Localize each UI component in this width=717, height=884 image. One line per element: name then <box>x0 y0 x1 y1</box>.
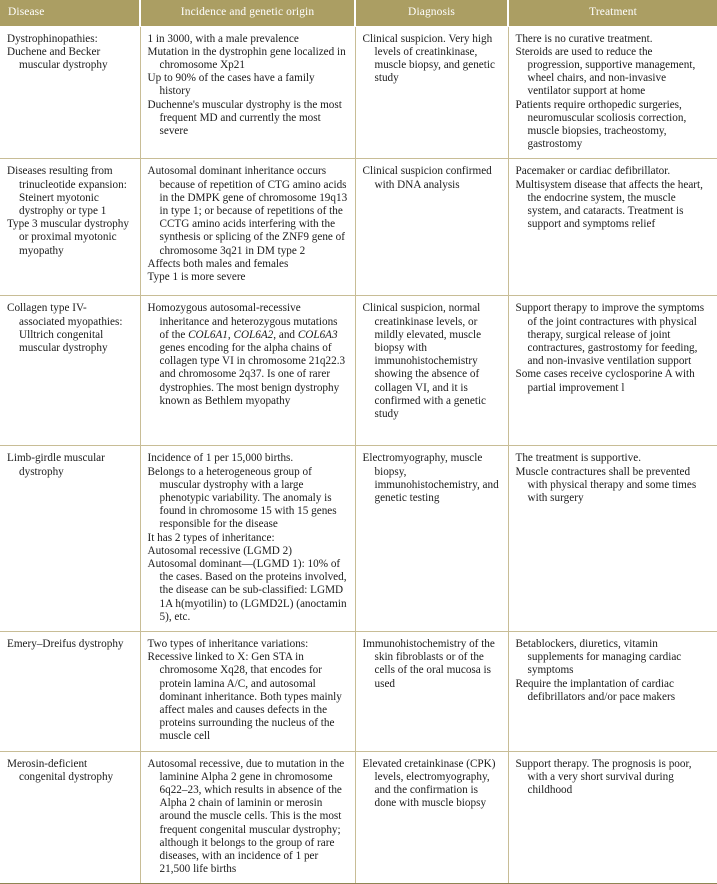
table-row <box>0 26 717 159</box>
cell-paragraph: Muscle contractures shall be prevented with physical therapy and some times with surgery <box>515 465 697 504</box>
cell-paragraph: Two types of inheritance variations: <box>147 637 309 650</box>
table-body <box>0 26 717 884</box>
cell-treatment <box>508 159 717 296</box>
cell-paragraph: Type 1 is more severe <box>147 270 246 283</box>
cell-treatment <box>508 296 717 446</box>
cell-paragraph: There is no curative treatment. <box>515 32 653 45</box>
cell-incidence <box>140 159 355 296</box>
cell-paragraph: Type 3 muscular dystrophy or proximal myotonic myopathy <box>7 218 129 257</box>
cell-paragraph: 1 in 3000, with a male prevalence <box>147 32 299 45</box>
cell-paragraph: Belongs to a heterogeneous group of muscular dystrophy with a large phenotypic variability. The anomaly is found in chromosome 15 with 15 genes responsible for the disease <box>147 465 337 531</box>
cell-diagnosis <box>355 159 508 296</box>
cell-diagnosis <box>355 631 508 751</box>
cell-paragraph: Dystrophinopathies: <box>7 32 98 45</box>
cell-paragraph: Limb-girdle muscular dystrophy <box>7 452 105 478</box>
cell-diagnosis <box>355 26 508 159</box>
cell-paragraph: Betablockers, diuretics, vitamin supplements for managing cardiac symptoms <box>515 637 682 677</box>
cell-paragraph: Up to 90% of the cases have a family history <box>147 72 315 98</box>
table-row <box>0 631 717 751</box>
cell-paragraph: Merosin-deficient congenital dystrophy <box>7 757 114 783</box>
cell-disease <box>0 26 140 159</box>
cell-disease <box>0 446 140 632</box>
cell-paragraph: Clinical suspicion, normal creatinkinase levels, or mildly elevated, muscle biopsy with immunohistochemistry showing the absence of collagen VI, and it is confirmed with a genetic study <box>362 302 487 420</box>
cell-disease <box>0 631 140 751</box>
header-row <box>0 0 717 26</box>
cell-paragraph: Autosomal dominant—(LGMD 1): 10% of the cases. Based on the proteins involved, the disease can be sub-classified: LGMD 1A h(myotilin) to (LGMD2L) (anoctamin 5), etc. <box>147 557 347 623</box>
cell-paragraph: Electromyography, muscle biopsy, immunohistochemistry, and genetic testing <box>362 452 499 504</box>
cell-paragraph: Emery–Dreifus dystrophy <box>7 637 124 650</box>
cell-paragraph: Require the implantation of cardiac defibrillators and/or pace makers <box>515 677 676 703</box>
cell-paragraph: Pacemaker or cardiac defibrillator. <box>515 165 671 178</box>
cell-paragraph: Steroids are used to reduce the progression, supportive management, wheel chairs, and non-invasive ventilator support at home <box>515 45 696 98</box>
cell-disease <box>0 296 140 446</box>
column-header-diagnosis: Diagnosis <box>355 0 508 26</box>
cell-paragraph: Homozygous autosomal-recessive inheritance and heterozygous mutations of the COL6A1, COL6A2, and COL6A3 genes encoding for the alpha chains of collagen type VI in chromosome 21q22.3 and chromosome 2q37. Is one of rarer dystrophies. The most benign dystrophy known as Bethlem myopathy <box>147 302 346 407</box>
cell-paragraph: Support therapy to improve the symptoms of the joint contractures with physical therapy, surgical release of joint contractures, gastrostomy for feeding, and non-invasive ventilation support <box>515 302 705 368</box>
cell-paragraph: Diseases resulting from trinucleotide expansion: Steinert myotonic dystrophy or type 1 <box>7 165 127 217</box>
cell-diagnosis <box>355 751 508 884</box>
cell-disease <box>0 751 140 884</box>
column-header-treatment: Treatment <box>508 0 717 26</box>
cell-paragraph: Autosomal recessive, due to mutation in the laminine Alpha 2 gene in chromosome 6q22–23, which results in absence of the Alpha 2 chain of laminin or merosin around the muscle cells. This is the most frequent congenital muscular dystrophy; although it belongs to the group of rare diseases, with an incidence of 1 per 21,500 life births <box>147 757 345 876</box>
cell-diagnosis <box>355 296 508 446</box>
cell-treatment <box>508 751 717 884</box>
cell-paragraph: Patients require orthopedic surgeries, neuromuscular scoliosis correction, muscle biopsies, tracheostomy, gastrostomy <box>515 98 687 151</box>
cell-paragraph: Incidence of 1 per 15,000 births. <box>147 452 294 465</box>
cell-paragraph: Affects both males and females <box>147 257 289 270</box>
column-header-disease: Disease <box>0 0 140 26</box>
cell-treatment <box>508 446 717 632</box>
cell-incidence <box>140 296 355 446</box>
cell-paragraph: It has 2 types of inheritance: <box>147 531 275 544</box>
cell-incidence <box>140 446 355 632</box>
cell-treatment <box>508 26 717 159</box>
table-row <box>0 296 717 446</box>
cell-paragraph: Support therapy. The prognosis is poor, with a very short survival during childhood <box>515 757 692 796</box>
cell-paragraph: Some cases receive cyclosporine A with partial improvement l <box>515 368 695 394</box>
cell-paragraph: The treatment is supportive. <box>515 452 642 465</box>
cell-paragraph: Immunohistochemistry of the skin fibroblasts or of the cells of the oral mucosa is used <box>362 637 495 690</box>
cell-paragraph: Clinical suspicion confirmed with DNA analysis <box>362 165 492 191</box>
cell-paragraph: Collagen type IV-associated myopathies: Ulltrich congenital muscular dystrophy <box>7 302 123 354</box>
table-header <box>0 0 717 26</box>
cell-paragraph: Autosomal dominant inheritance occurs because of repetition of CTG amino acids in the DMPK gene of chromosome 19q13 in type 1; or because of repetitions of the CCTG amino acids interfering with the synthesis or splicing of the ZNF9 gene of chromosome 3q21 in DM type 2 <box>147 165 348 257</box>
cell-paragraph: Clinical suspicion. Very high levels of creatinkinase, muscle biopsy, and genetic study <box>362 32 495 85</box>
cell-incidence <box>140 751 355 884</box>
table-row <box>0 159 717 296</box>
column-header-incidence: Incidence and genetic origin <box>140 0 355 26</box>
cell-paragraph: Elevated cretainkinase (CPK) levels, electromyography, and the confirmation is done with muscle biopsy <box>362 757 496 810</box>
cell-paragraph: Recessive linked to X: Gen STA in chromosome Xq28, that encodes for protein lamina A/C, and autosomal dominant inheritance. Both types mainly affect males and causes defects in the proteins surrounding the nucleus of the muscle cell <box>147 651 342 743</box>
cell-disease <box>0 159 140 296</box>
cell-paragraph: Multisystem disease that affects the heart, the endocrine system, the muscle system, and cataracts. Treatment is support and symptoms relief <box>515 178 703 231</box>
cell-incidence <box>140 26 355 159</box>
cell-diagnosis <box>355 446 508 632</box>
cell-paragraph: Duchene and Becker muscular dystrophy <box>7 45 108 71</box>
cell-incidence <box>140 631 355 751</box>
cell-paragraph: Duchenne's muscular dystrophy is the most frequent MD and currently the most severe <box>147 98 342 137</box>
cell-paragraph: Autosomal recessive (LGMD 2) <box>147 544 292 557</box>
table-row <box>0 446 717 632</box>
cell-treatment <box>508 631 717 751</box>
cell-paragraph: Mutation in the dystrophin gene localized in chromosome Xp21 <box>147 45 346 71</box>
table-row <box>0 751 717 884</box>
